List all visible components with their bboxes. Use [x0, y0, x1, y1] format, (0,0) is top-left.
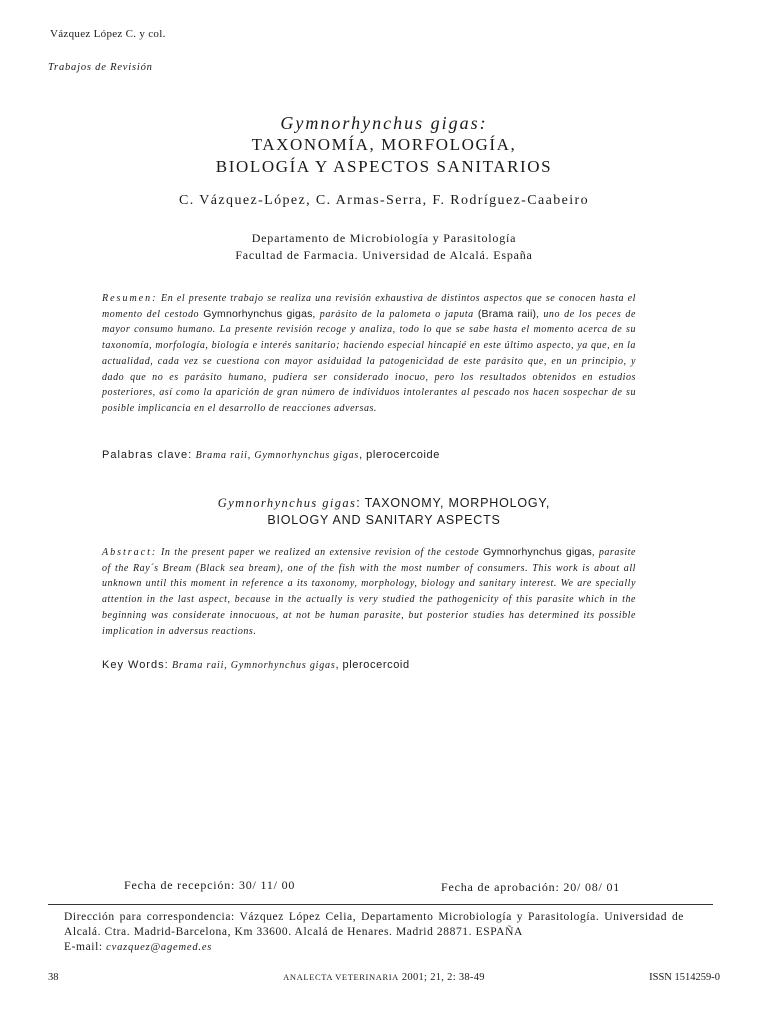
keywords-en-last: plerocercoid	[342, 659, 410, 671]
keywords-en-terms: Brama raii, Gymnorhynchus gigas	[172, 660, 336, 671]
affiliation	[0, 230, 768, 264]
authors: C. Vázquez-López, C. Armas-Serra, F. Rodríguez-Caabeiro	[179, 193, 589, 208]
journal-name: ANALECTA VETERINARIA	[283, 972, 399, 982]
section-label: Trabajos de Revisión	[48, 62, 153, 73]
keywords-es-sep: ,	[359, 449, 363, 461]
abstract-es-host: (Brama raii)	[477, 307, 537, 320]
affiliation-line-1: Departamento de Microbiología y Parasitología	[251, 231, 517, 245]
keywords-en-sep: ,	[335, 659, 340, 671]
article-title	[0, 112, 768, 178]
title-line-2: TAXONOMÍA, MORFOLOGÍA,	[251, 135, 517, 154]
page-number: 38	[48, 972, 59, 983]
correspondence	[64, 910, 684, 955]
keywords-es-terms: Brama raii, Gymnorhynchus gigas	[195, 450, 360, 461]
english-title	[0, 495, 768, 529]
email-address[interactable]: cvazquez@agemed.es	[106, 942, 213, 953]
abstract-es-text-3: , uno de los peces de mayor consumo humano. La presente revisión recoge y analiza, todo lo que se sabe hasta el momento acerca de su taxonomía, morfología, biología e interés sanitario; haciendo especial hincapié en este último aspecto, ya que, en la actualidad, cada vez se cuestiona con mayor asiduidad la patogenicidad de este parásito que, en un principio, y dado que no es parásito humano, pudiera ser considerado inocuo, pero los resultados obtenidos en estudios posteriores, así como la aparición de gran número de individuos intolerantes al pescado nos hacen sospechar de su posible implicancia en el desarrollo de reacciones adversas.	[102, 308, 636, 414]
abstract-en-label: Abstract:	[102, 547, 158, 558]
keywords-es-last: plerocercoide	[366, 449, 440, 461]
keywords-es-label: Palabras clave:	[102, 449, 193, 461]
abstract-spanish	[102, 291, 636, 417]
abstract-es-text-2: , parásito de la palometa o japuta	[312, 308, 478, 320]
issn: ISSN 1514259-0	[649, 972, 720, 983]
footnote-rule	[48, 904, 713, 905]
keywords-english	[102, 659, 662, 671]
abstract-es-species: Gymnorhynchus gigas	[203, 307, 313, 320]
abstract-es-label: Resumen:	[102, 293, 158, 304]
keywords-en-label: Key Words:	[102, 659, 169, 671]
correspondence-address: Dirección para correspondencia: Vázquez López Celia, Departamento Microbiología y Parasitología. Universidad de Alcalá. Ctra. Madrid-Barcelona, Km 33600. Alcalá de Henares. Madrid 28871. ESPAÑA	[64, 911, 684, 938]
abstract-english	[102, 545, 636, 639]
abstract-es-text-1: En el presente trabajo se realiza una revisión exhaustiva de distintos aspectos que se conocen hasta el momento del cestodo	[102, 293, 636, 320]
abstract-en-text-2: , parasite of the Ray´s Bream (Black sea bream), one of the fish with the most number of consumers. This work is about all unknown until this moment in reference a its taxonomy, morphology, biology and sanitary interest. We are specially attention in the last aspect, because in the actually is very studied the pathogenicity of this parasite which in the beginning was considerate innocuous, at not be human parasite, but posterior studies has determined its possible implication in adversus reactions.	[102, 547, 637, 637]
abstract-en-text-1: In the present paper we realized an extensive revision of the cestode	[157, 547, 483, 558]
correspondence-email-line	[64, 940, 684, 955]
approved-date: Fecha de aprobación: 20/ 08/ 01	[441, 880, 621, 894]
email-label: E-mail:	[64, 941, 107, 953]
english-title-species: Gymnorhynchus gigas	[217, 496, 357, 510]
english-title-rest: : TAXONOMY, MORPHOLOGY,	[356, 496, 551, 510]
running-head: Vázquez López C. y col.	[50, 28, 166, 40]
title-line-3: BIOLOGÍA Y ASPECTOS SANITARIOS	[215, 157, 553, 176]
keywords-spanish	[102, 449, 662, 461]
english-title-line-2: BIOLOGY AND SANITARY ASPECTS	[267, 513, 501, 527]
affiliation-line-2: Facultad de Farmacia. Universidad de Alcalá. España	[235, 248, 533, 262]
abstract-en-species: Gymnorhynchus gigas	[482, 546, 592, 558]
title-line-1: Gymnorhynchus gigas:	[280, 113, 488, 133]
citation-details: 2001; 21, 2: 38-49	[398, 972, 485, 983]
received-date: Fecha de recepción: 30/ 11/ 00	[124, 878, 296, 892]
